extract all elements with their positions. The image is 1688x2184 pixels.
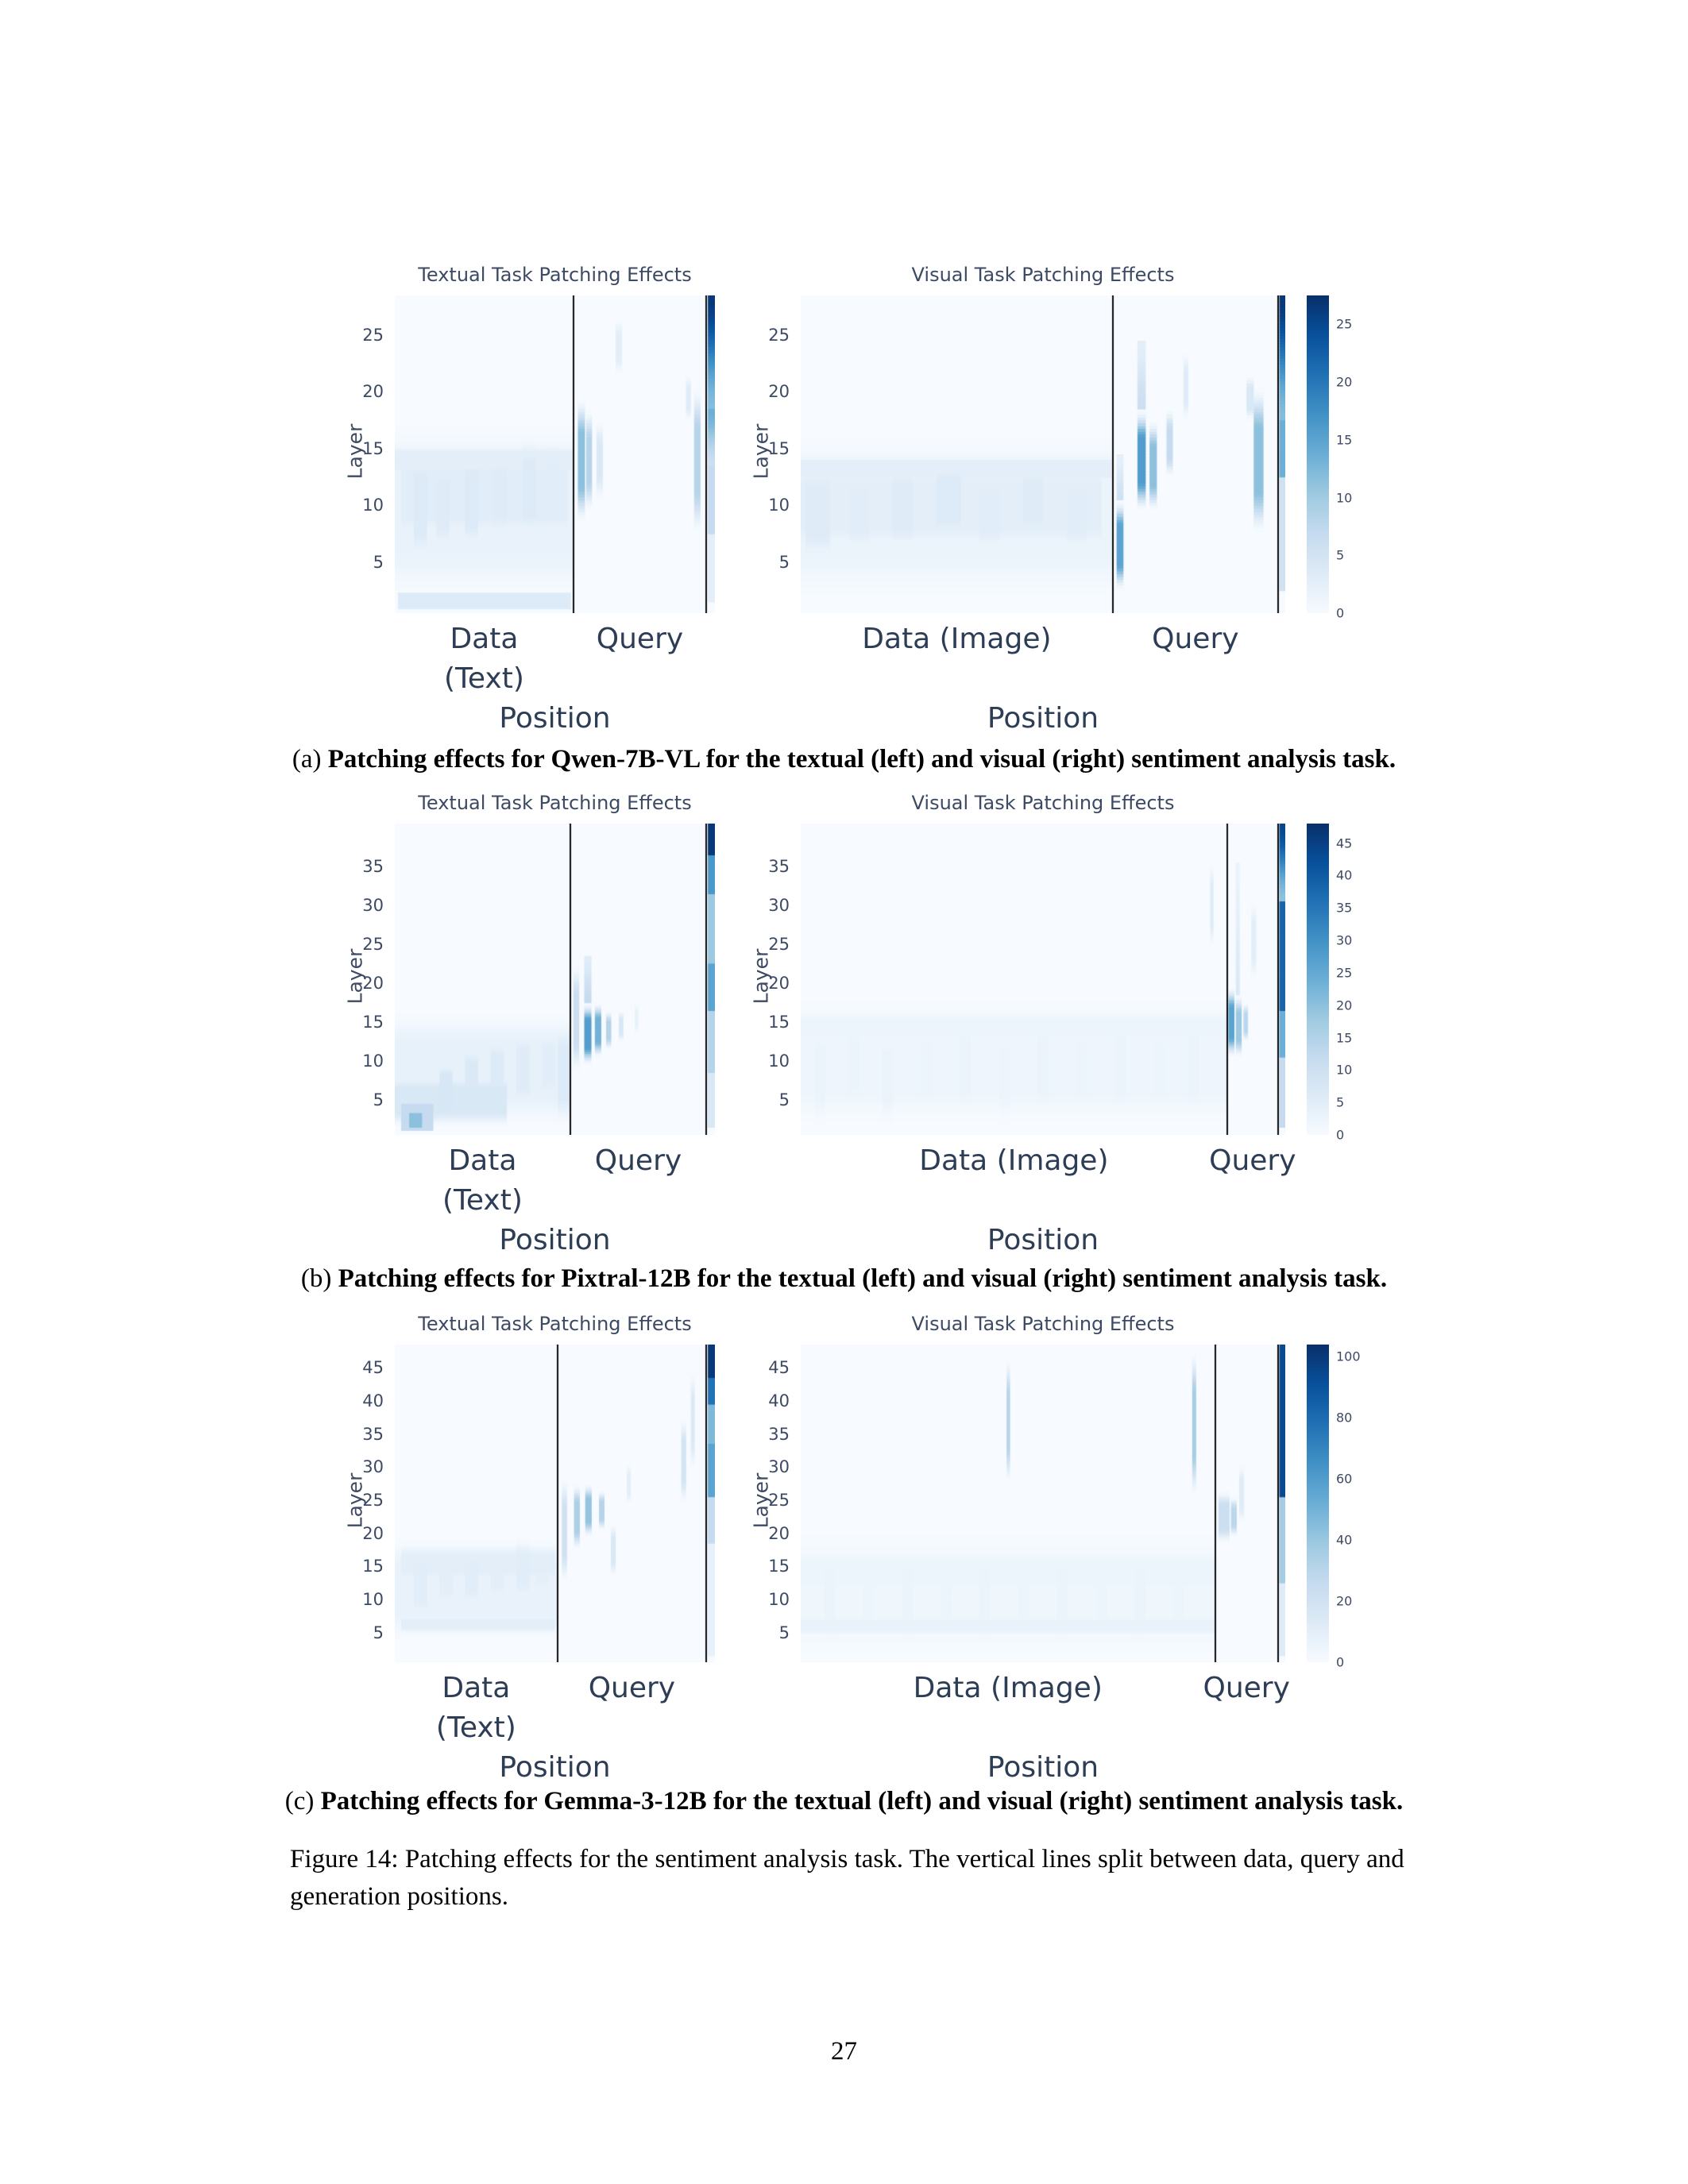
x-segment-label: Query xyxy=(588,1672,676,1704)
figure-caption xyxy=(290,1841,1410,1916)
y-axis-label: Layer xyxy=(343,423,367,480)
colorbar-tick-label: 60 xyxy=(1336,1471,1353,1487)
x-axis-label: Position xyxy=(499,702,611,735)
y-tick-label: 40 xyxy=(768,1391,790,1410)
x-segment-label: Data xyxy=(448,1144,517,1177)
y-tick-label: 30 xyxy=(768,895,790,915)
colorbar-tick-label: 5 xyxy=(1336,1094,1345,1110)
heatmap-canvas xyxy=(395,295,715,613)
page-number: 27 xyxy=(831,2037,857,2066)
subfigure-caption-a xyxy=(0,745,1688,774)
y-tick-label: 35 xyxy=(768,856,790,876)
y-tick-label: 20 xyxy=(362,382,384,402)
y-tick-label: 35 xyxy=(362,856,384,876)
heatmap-pixtral-visual xyxy=(749,792,1353,1256)
y-tick-label: 25 xyxy=(768,1490,790,1510)
y-tick-label: 30 xyxy=(768,1457,790,1477)
x-axis-label: Position xyxy=(987,702,1099,735)
y-tick-label: 10 xyxy=(362,1051,384,1071)
y-tick-label: 40 xyxy=(362,1391,384,1410)
y-tick-label: 20 xyxy=(362,1523,384,1543)
colorbar-gradient xyxy=(1307,1345,1329,1662)
colorbar-gradient xyxy=(1307,295,1329,613)
x-axis-label: Position xyxy=(499,1224,611,1256)
colorbar-tick-label: 100 xyxy=(1336,1349,1361,1364)
x-segment-label: Data xyxy=(442,1672,511,1704)
x-axis-label: Position xyxy=(499,1751,611,1784)
y-tick-label: 5 xyxy=(373,1623,384,1642)
colorbar-tick-label: 35 xyxy=(1336,900,1353,916)
y-tick-label: 35 xyxy=(362,1424,384,1444)
x-segment-label: Data (Image) xyxy=(913,1672,1103,1704)
x-segment-label: Query xyxy=(1209,1144,1296,1177)
y-tick-label: 5 xyxy=(778,552,790,572)
colorbar-tick-label: 30 xyxy=(1336,932,1353,948)
x-segment-sublabel: (Text) xyxy=(442,1184,523,1217)
y-tick-label: 15 xyxy=(768,1012,790,1032)
x-segment-label: Query xyxy=(1152,623,1239,655)
colorbar-tick-label: 20 xyxy=(1336,997,1353,1013)
colorbar-tick-label: 40 xyxy=(1336,867,1353,883)
x-segment-sublabel: (Text) xyxy=(435,1711,516,1744)
subfigure-caption-b xyxy=(0,1264,1688,1294)
plot-title: Visual Task Patching Effects xyxy=(911,1313,1175,1335)
y-tick-label: 15 xyxy=(362,438,384,458)
y-tick-label: 15 xyxy=(362,1557,384,1576)
y-tick-label: 10 xyxy=(768,1051,790,1071)
heatmap-qwen-visual xyxy=(749,264,1353,735)
y-tick-label: 30 xyxy=(362,1457,384,1477)
colorbar-tick-label: 25 xyxy=(1336,316,1353,332)
x-segment-label: Data (Image) xyxy=(862,623,1052,655)
y-tick-label: 5 xyxy=(373,1090,384,1109)
colorbar-tick-label: 80 xyxy=(1336,1410,1353,1426)
y-axis-label: Layer xyxy=(343,1472,367,1529)
colorbar-tick-label: 15 xyxy=(1336,1030,1353,1045)
x-segment-label: Query xyxy=(596,623,684,655)
subfigure-label: (b) xyxy=(300,1264,338,1293)
y-tick-label: 25 xyxy=(362,1490,384,1510)
y-tick-label: 25 xyxy=(768,326,790,345)
subfigure-caption-text: Patching effects for Pixtral-12B for the textual (left) and visual (right) sentiment analysis task. xyxy=(338,1264,1388,1293)
x-segment-label: Query xyxy=(594,1144,682,1177)
y-tick-label: 30 xyxy=(362,895,384,915)
plot-title: Visual Task Patching Effects xyxy=(911,792,1175,814)
x-segment-label: Data (Image) xyxy=(919,1144,1109,1177)
y-tick-label: 25 xyxy=(362,326,384,345)
y-axis-label: Layer xyxy=(749,423,773,480)
heatmap-pixtral-textual xyxy=(343,792,715,1256)
y-tick-label: 15 xyxy=(362,1012,384,1032)
colorbar-tick-label: 0 xyxy=(1336,1654,1345,1670)
colorbar-tick-label: 10 xyxy=(1336,1062,1353,1078)
colorbar-tick-label: 20 xyxy=(1336,374,1353,390)
heatmap-qwen-textual xyxy=(343,264,715,735)
y-tick-label: 10 xyxy=(768,1589,790,1609)
y-axis-label: Layer xyxy=(749,948,773,1005)
plot-title: Textual Task Patching Effects xyxy=(418,792,692,814)
colorbar-tick-label: 25 xyxy=(1336,965,1353,981)
y-tick-label: 20 xyxy=(768,382,790,402)
subfigure-label: (c) xyxy=(284,1787,321,1815)
subfigure-caption-c xyxy=(0,1787,1688,1816)
plot-title: Textual Task Patching Effects xyxy=(418,264,692,286)
y-tick-label: 45 xyxy=(768,1358,790,1378)
heatmap-canvas xyxy=(801,824,1285,1135)
y-tick-label: 25 xyxy=(768,934,790,954)
y-tick-label: 15 xyxy=(768,438,790,458)
heatmap-gemma-visual xyxy=(749,1313,1361,1784)
colorbar-tick-label: 0 xyxy=(1336,1127,1345,1143)
x-segment-label: Data xyxy=(450,623,519,655)
colorbar-tick-label: 15 xyxy=(1336,432,1353,448)
y-tick-label: 10 xyxy=(362,496,384,515)
figure-caption-prefix: Figure 14: xyxy=(290,1845,405,1873)
colorbar-gradient xyxy=(1307,824,1329,1135)
colorbar-tick-label: 40 xyxy=(1336,1532,1353,1548)
y-tick-label: 20 xyxy=(768,1523,790,1543)
x-segment-sublabel: (Text) xyxy=(443,662,524,695)
x-axis-label: Position xyxy=(987,1224,1099,1256)
colorbar-tick-label: 0 xyxy=(1336,605,1345,621)
y-axis-label: Layer xyxy=(343,948,367,1005)
subfigure-label: (a) xyxy=(292,745,328,774)
heatmap-canvas xyxy=(801,295,1285,613)
y-axis-label: Layer xyxy=(749,1472,773,1529)
colorbar-tick-label: 20 xyxy=(1336,1593,1353,1609)
x-axis-label: Position xyxy=(987,1751,1099,1784)
y-tick-label: 25 xyxy=(362,934,384,954)
heatmap-canvas xyxy=(395,824,715,1135)
plot-title: Visual Task Patching Effects xyxy=(911,264,1175,286)
y-tick-label: 20 xyxy=(362,973,384,993)
figure-caption-text: Patching effects for the sentiment analysis task. The vertical lines split between data, query and generation positions. xyxy=(290,1845,1404,1911)
y-tick-label: 35 xyxy=(768,1424,790,1444)
y-tick-label: 5 xyxy=(778,1623,790,1642)
y-tick-label: 5 xyxy=(778,1090,790,1109)
x-segment-label: Query xyxy=(1203,1672,1290,1704)
y-tick-label: 15 xyxy=(768,1557,790,1576)
colorbar-tick-label: 10 xyxy=(1336,490,1353,506)
subfigure-caption-text: Patching effects for Gemma-3-12B for the textual (left) and visual (right) sentiment analysis task. xyxy=(320,1787,1404,1815)
colorbar-tick-label: 45 xyxy=(1336,835,1353,851)
heatmap-canvas xyxy=(801,1345,1285,1662)
y-tick-label: 20 xyxy=(768,973,790,993)
subfigure-caption-text: Patching effects for Qwen-7B-VL for the textual (left) and visual (right) sentiment analysis task. xyxy=(327,745,1396,774)
y-tick-label: 10 xyxy=(362,1589,384,1609)
y-tick-label: 5 xyxy=(373,552,384,572)
heatmap-gemma-textual xyxy=(343,1313,715,1784)
plot-title: Textual Task Patching Effects xyxy=(418,1313,692,1335)
heatmap-canvas xyxy=(395,1345,715,1662)
colorbar-tick-label: 5 xyxy=(1336,547,1345,563)
y-tick-label: 45 xyxy=(362,1358,384,1378)
y-tick-label: 10 xyxy=(768,496,790,515)
